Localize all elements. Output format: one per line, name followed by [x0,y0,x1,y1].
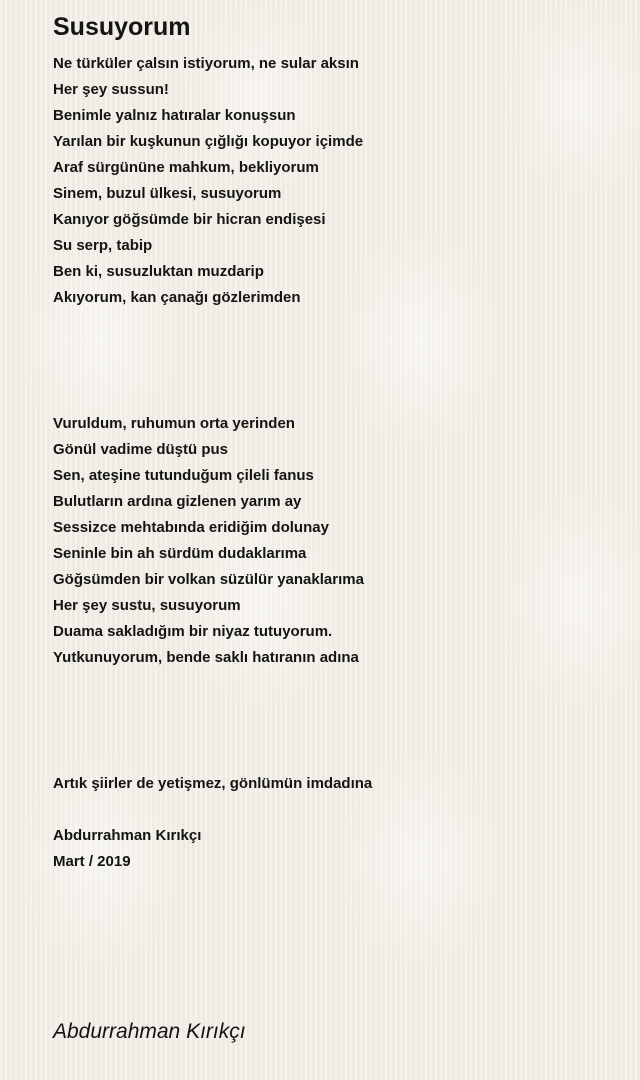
poem-line: Gönül vadime düştü pus [53,441,229,458]
poem-line: Sessizce mehtabında eridiğim dolunay [53,519,329,536]
poem-line: Ben ki, susuzluktan muzdarip [53,263,264,280]
poem-line: Her şey sussun! [53,81,169,98]
poem-line: Yarılan bir kuşkunun çığlığı kopuyor içimde [53,133,364,150]
poem-credit [53,823,201,875]
poem-line: Göğsümden bir volkan süzülür yanaklarıma [53,571,364,588]
poem-line: Sen, ateşine tutunduğum çileli fanus [53,467,314,484]
poem-line: Seninle bin ah sürdüm dudaklarıma [53,545,307,562]
poem-line: Ne türküler çalsın istiyorum, ne sular aksın [53,55,359,72]
poem-line: Vuruldum, ruhumun orta yerinden [53,415,295,432]
poem-line: Kanıyor göğsümde bir hicran endişesi [53,211,326,228]
poem-title: Susuyorum [53,13,191,41]
poem-line: Su serp, tabip [53,237,153,254]
poem-line: Araf sürgününe mahkum, bekliyorum [53,159,319,176]
poem-line: Yutkunuyorum, bende saklı hatıranın adına [53,649,359,666]
poem-line: Sinem, buzul ülkesi, susuyorum [53,185,282,202]
closing-stanza [53,771,372,797]
author-name: Abdurrahman Kırıkçı [53,827,202,844]
stanza-1 [53,51,363,311]
poem-date: Mart / 2019 [53,853,131,870]
stanza-2 [53,411,364,671]
author-signature: Abdurrahman Kırıkçı [53,1020,246,1043]
poem-line: Duama sakladığım bir niyaz tutuyorum. [53,623,333,640]
poem-line: Benimle yalnız hatıralar konuşsun [53,107,296,124]
closing-line: Artık şiirler de yetişmez, gönlümün imdadına [53,775,373,792]
poem-line: Her şey sustu, susuyorum [53,597,241,614]
poem-line: Bulutların ardına gizlenen yarım ay [53,493,302,510]
poem-line: Akıyorum, kan çanağı gözlerimden [53,289,301,306]
